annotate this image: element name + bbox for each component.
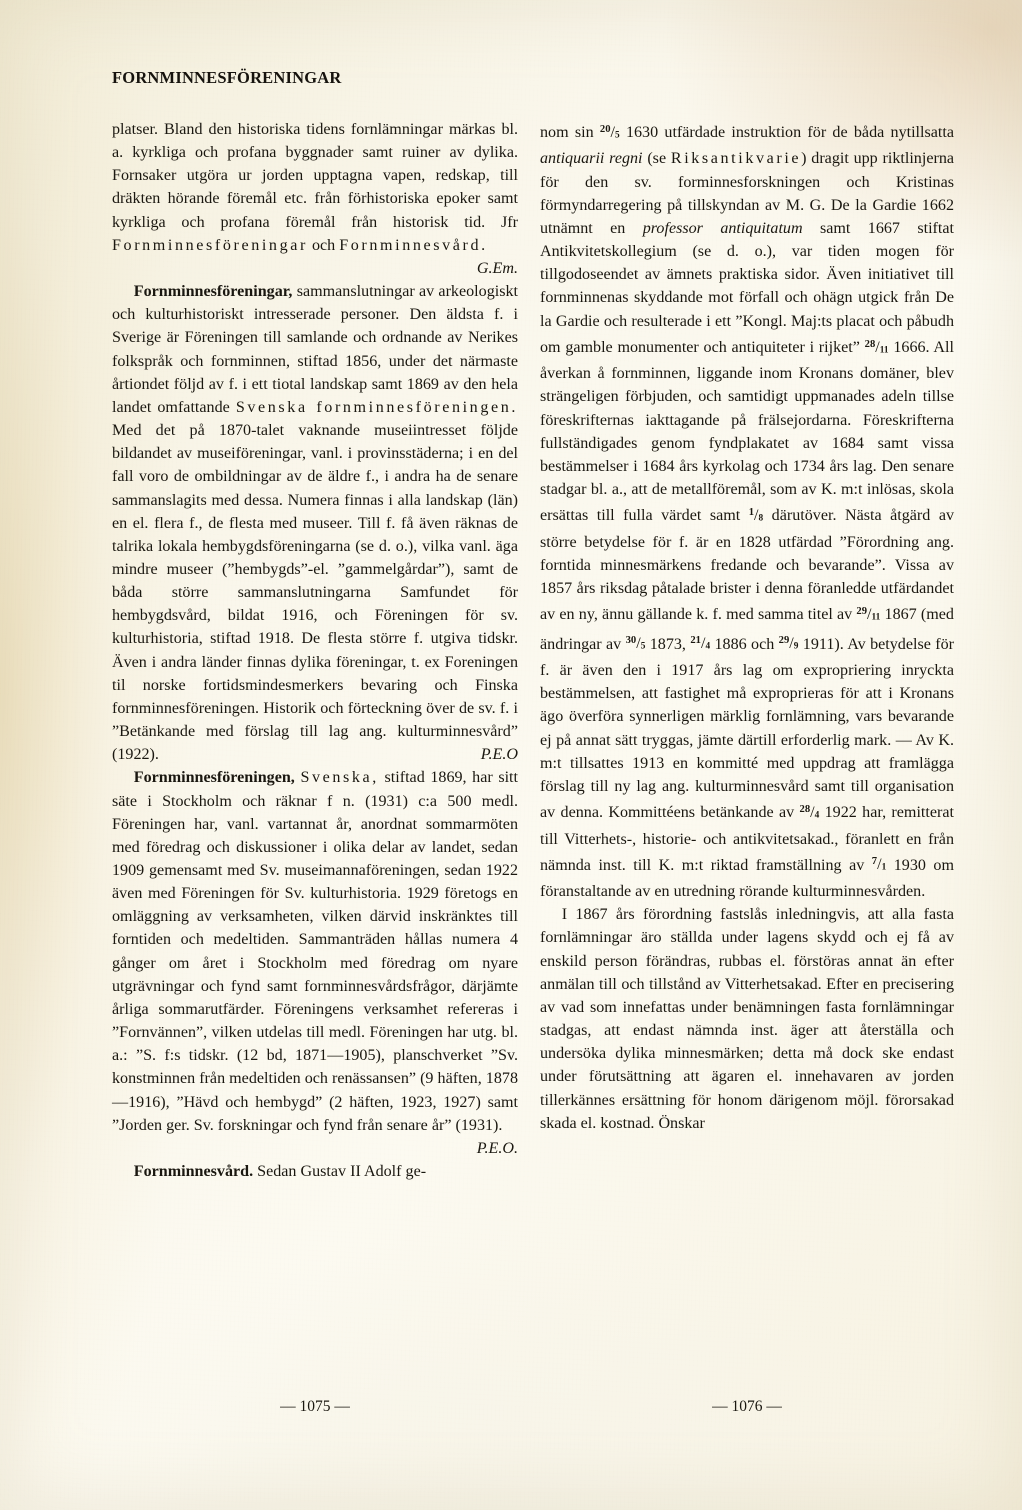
fraction-bar: / (877, 856, 882, 874)
fraction-denominator: 4 (814, 810, 820, 821)
fraction-bar: / (700, 635, 706, 653)
fraction-denominator: 11 (871, 612, 881, 623)
fraction-bar: / (789, 635, 794, 653)
fraction-denominator: 11 (879, 345, 889, 356)
fraction-bar: / (636, 635, 641, 653)
author-signature: G.Em. (476, 259, 518, 277)
fraction-denominator: 1 (881, 862, 887, 873)
fraction-numerator: 30 (625, 635, 637, 647)
spaced-cross-reference: Fornminnesvård (339, 236, 482, 254)
fraction-numerator: 28 (864, 338, 876, 350)
fraction-numerator: 28 (799, 804, 811, 816)
date-fraction (779, 635, 799, 652)
fraction-bar: / (875, 338, 880, 356)
fraction-denominator: 5 (615, 130, 620, 141)
italic-term: antiquarii regni (540, 150, 643, 168)
paragraph: Fornminnesföreningar, sammanslutningar av arkeologiskt och kulturhistoriskt intresserade personer. Den äldsta f. i Sverige är Föreningen till samlande och ordnande av Nerikes folkspråk och fornminnen, stiftad 1856, under det närmaste årtiondet följd av f. i ett tiotal landskap samt 1869 av den hela landet omfattande Svenska fornminnesföreningen. Med det på 1870-talet vaknande museiintresset följde bildandet av museiföreningar, vanl. i provinsstäderna; i en del fall voro de ombildningar av de äldre f., i andra ha de senare sammanslagits med dessa. Numera finnas i alla landskap (län) en el. flera f., de flesta med museer. Till f. få även räknas de talrika lokala hembygdsföreningarna (se d. o.), vilka vanl. äga mindre museer (”hembygds”-el. ”gammelgårdar”), samt de båda större sammanslutningarna Samfundet för hembygdsvård, bildat 1916, och Föreningen för sv. kulturhistoria, stiftad 1918. De flesta större f. utgiva tidskr. Även i andra länder finnas dylika föreningar, t. ex Foreningen til norske fortidsmindesmerkers bevaring och Finska fornminnesföreningen. Historik och förteckning över de sv. f. i ”Betänkande med förslag till lag ang. kulturminnesvård” (1922). P.E.O (112, 280, 518, 766)
fraction-numerator: 1 (748, 507, 755, 519)
paragraph: nom sin $^{20}$/5 1630 utfärdade instruktion för de båda nytillsatta antiquarii regni (se Riksantikvarie) dragit upp riktlinjerna för den sv. forminnesforskningen och Kristinas förmyndarregering på tillskyndan av M. G. De la Gardie 1662 utnämnt en professor antiquitatum samt 1667 stiftat Antikvitetskollegium (se d. o.), var tiden mogen för tillgodoseendet av ämnets praktiska sidor. Även initiativet till fornminnenas skyddande mot förfall och ohägn utgick från De la Gardie och resulterade i ett ”Kongl. Maj:ts placat och påbudh om gamble monumenter och antiquiteter i rijket” $^{28}$/11 1666. All åverkan å fornminnen, liggande inom Kronans domäner, blev strängeligen förbjuden, och samtidigt uppmanades adeln tillse föreskrifternas iakttagande på frälsejordarna. Föreskrifterna fullständigades genom fyndplakatet av 1684 samt vissa bestämmelser i 1684 års kyrkolag och 1734 års lag. Den senare stadgar bl. a., att de metallföremål, som av K. m:t inlösas, skola ersättas till fulla värdet samt $^1$/8 därutöver. Nästa åtgärd av större betydelse för f. är en 1828 utfärdad ”Förordning ang. forntida minnesmärkens fredande och bevarande”. Vissa av 1857 års riksdag påtalade brister i denna föranledde utfärdandet av en ny, ännu gällande k. f. med samma titel av $^{29}$/11 1867 (med ändringar av $^{30}$/5 1873, $^{21}$/4 1886 och $^{29}$/9 1911). Av betydelse för f. är även den i 1917 års lag om expropriering inryckta bestämmelsen, att fastighet må exproprieras för att i Kronans ägo överföra synnerligen märklig fornlämning, vars bevarande ej på annat sätt tryggas, jämte därtill erforderlig mark. — Av K. m:t tillsattes 1913 en kommitté med uppdrag att framlägga förslag till ny lag ang. kulturminnesvård samt till organisation av denna. Kommittéens betänkande av $^{28}$/4 1922 har, remitterat till Vitterhets-, historie- och antikvitetsakad., föranlett en från nämnda inst. till K. m:t riktad framställning av $^7$/1 1930 om föranstaltande av en utredning rörande kulturminnesvården. (540, 123, 955, 901)
paragraph: Fornminnesvård. Sedan Gustav II Adolf ge- (133, 1163, 427, 1181)
right-text-column (540, 118, 954, 1135)
spaced-cross-reference: Fornminnesföreningar (112, 236, 308, 254)
entry-headword: Fornminnesföreningen, (133, 769, 295, 787)
spaced-cross-reference: Svenska, (300, 769, 379, 787)
italic-term: professor antiquitatum (642, 219, 803, 237)
date-fraction (872, 856, 886, 873)
paragraph: platser. Bland den historiska tidens fornlämningar märkas bl. a. kyrkliga och profana byggnader samt ruiner av dylika. Fornsaker utgöra ur jorden upptagna vapen, redskap, till dräkten hörande föremål etc. från förhistoriska epoker samt kyrkliga och profana föremål från historisk tid. Jfr Fornminnesföreningar och Fornminnesvård. G.Em. (112, 118, 518, 280)
date-fraction (626, 635, 646, 652)
fraction-bar: / (867, 605, 872, 623)
date-fraction (800, 804, 820, 821)
entry-headword: Fornminnesföreningar, (133, 283, 293, 301)
fraction-bar: / (610, 123, 616, 141)
fraction-numerator: 29 (856, 606, 868, 618)
date-fraction (600, 124, 620, 141)
date-fraction (865, 339, 889, 356)
paragraph: Fornminnesföreningen, Svenska, stiftad 1869, har sitt säte i Stockholm och räknar f n. (1931) c:a 500 medl. Föreningen har, vanl. vartannat år, anordnat sommarmöten med föredrag och diskussioner i olika delar av landet, sedan 1909 gemensamt med Sv. museimannaföreningen, sedan 1922 även med Föreningen för Sv. kulturhistoria. 1929 företogs en omläggning av verksamheten, vilken därvid inskränktes till forntiden och medeltiden. Sammanträden hållas numera 4 gånger om året i Stockholm med föredrag om nyare utgrävningar och fynd samt fornminnesvårdsfrågor, därjämte årliga sommarutfärder. Föreningens verksamhet refereras i ”Fornvännen”, vilken utdelas till medl. Föreningen har utg. bl. a.: ”S. f:s tidskr. (12 bd, 1871—1905), planschverket ”Sv. konstminnen från medeltiden och renässansen” (9 häften, 1878—1916), ”Hävd och hembygd” (2 häften, 1923, 1927) samt ”Jorden ger. Sv. forskningar och fynd från senare år” (1931). P.E.O. (112, 766, 518, 1160)
fraction-numerator: 21 (690, 635, 701, 647)
left-text-column (112, 118, 518, 1183)
fraction-denominator: 4 (705, 641, 711, 652)
page-folio-right: — 1076 — (712, 1398, 782, 1415)
fraction-bar: / (754, 506, 759, 524)
date-fraction (749, 507, 763, 524)
page-folio-left: — 1075 — (280, 1398, 350, 1415)
entry-headword: Fornminnesvård. (133, 1163, 254, 1181)
author-signature: P.E.O (480, 746, 518, 764)
fraction-bar: / (810, 803, 815, 821)
author-signature: P.E.O. (476, 1139, 518, 1157)
fraction-denominator: 9 (793, 641, 799, 652)
fraction-numerator: 29 (778, 635, 790, 647)
date-fraction (856, 606, 880, 623)
fraction-denominator: 5 (640, 641, 646, 652)
date-fraction (690, 635, 710, 652)
fraction-numerator: 7 (871, 856, 878, 868)
spaced-cross-reference: Svenska fornminnesföreningen. (235, 398, 518, 416)
fraction-denominator: 8 (758, 513, 764, 524)
running-head: FORNMINNESFÖRENINGAR (112, 68, 342, 87)
fraction-numerator: 20 (599, 124, 611, 135)
spaced-cross-reference: Riksantikvarie (670, 150, 802, 168)
paragraph: I 1867 års förordning fastslås inledningvis, att alla fasta fornlämningar äro ställda under lagens skydd och ej få av enskild person förändras, rubbas el. förstöras annat än efter anmälan till och tillstånd av Vitterhetsakad. Efter en precisering av vad som innefattas under benämningen fasta fornlämningar stadgas, att endast nämnda inst. äger att återställa och undersöka dylika minnesmärken; detta må dock ske endast under förutsättning att ägaren el. innehavaren av jorden tillerkännes ersättning för honom därigenom möjl. förorsakad skada el. kostnad. Önskar (540, 906, 954, 1132)
